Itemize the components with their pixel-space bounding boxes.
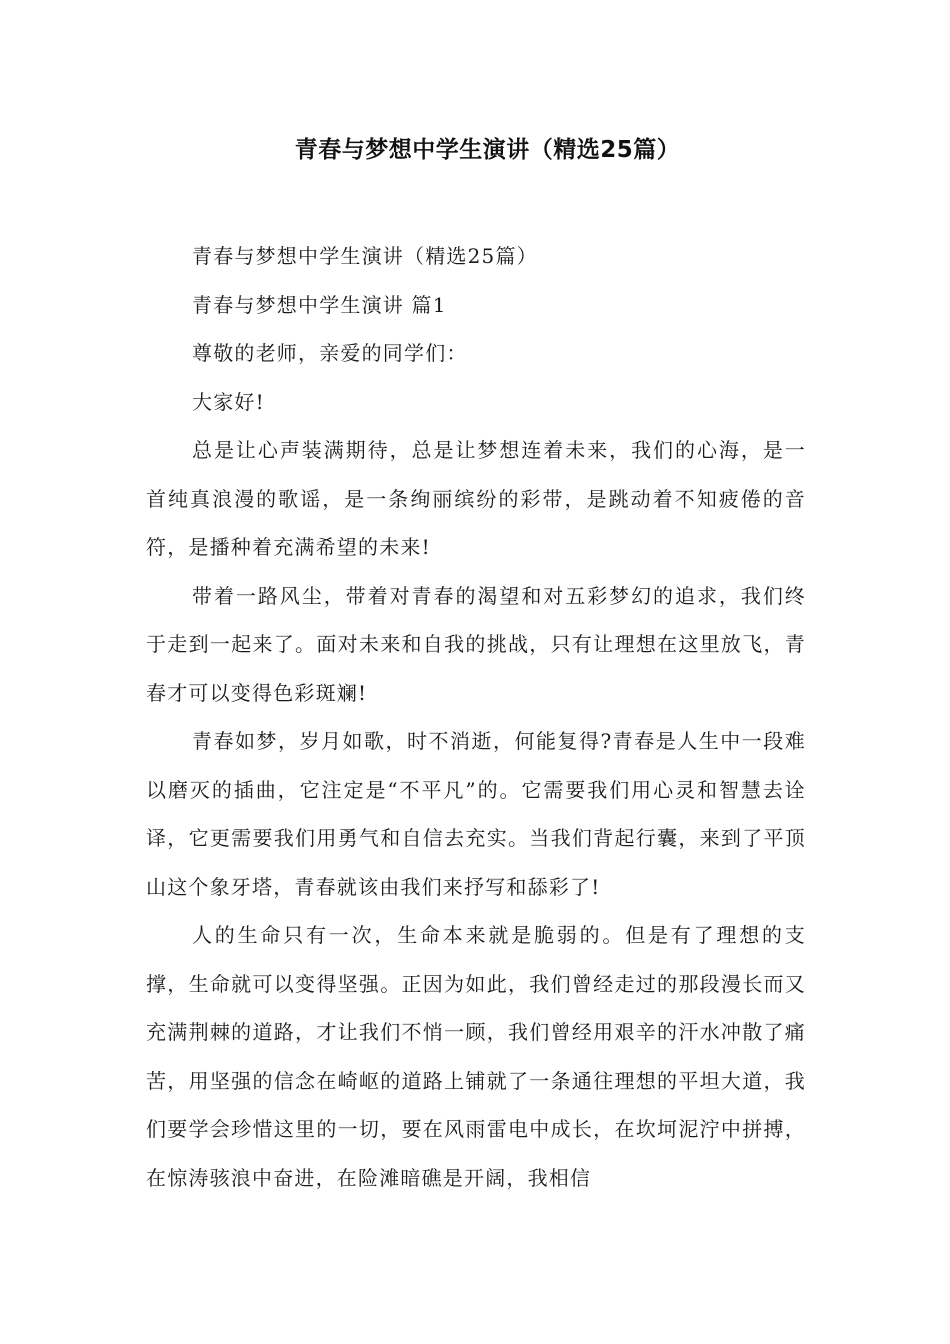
paragraph-greeting: 大家好! [192,389,265,414]
paragraph-body-3: 青春如梦，岁月如歌，时不消逝，何能复得?青春是人生中一段难以磨灭的插曲，它注定是“不平凡”的。它需要我们用心灵和智慧去诠译，它更需要我们用勇气和自信去充实。当我们背起行囊，来到了平顶山这个象牙塔，青春就该由我们来抒写和舔彩了! [146,729,806,899]
paragraph-salutation: 尊敬的老师，亲爱的同学们： [192,341,468,365]
paragraph-section-heading: 青春与梦想中学生演讲 篇1 [192,292,447,317]
document-title: 青春与梦想中学生演讲（精选25篇） [294,137,681,163]
document-body [146,232,806,1202]
paragraph-subtitle: 青春与梦想中学生演讲（精选25篇） [192,244,538,268]
paragraph-body-4: 人的生命只有一次，生命本来就是脆弱的。但是有了理想的支撑，生命就可以变得坚强。正因为如此，我们曾经走过的那段漫长而又充满荆棘的道路，才让我们不悄一顾，我们曾经用艰辛的汗水冲散了痛苦，用坚强的信念在崎岖的道路上铺就了一条通往理想的平坦大道，我们要学会珍惜这里的一切，要在风雨雷电中成长，在坎坷泥泞中拼搏，在惊涛骇浪中奋进，在险滩暗礁是开阔，我相信 [146,923,806,1190]
paragraph-body-1: 总是让心声装满期待，总是让梦想连着未来，我们的心海，是一首纯真浪漫的歌谣，是一条绚丽缤纷的彩带，是跳动着不知疲倦的音符，是播种着充满希望的未来! [146,438,806,559]
paragraph-body-2: 带着一路风尘，带着对青春的渴望和对五彩梦幻的追求，我们终于走到一起来了。面对未来和自我的挑战，只有让理想在这里放飞，青春才可以变得色彩斑斓! [146,583,806,705]
